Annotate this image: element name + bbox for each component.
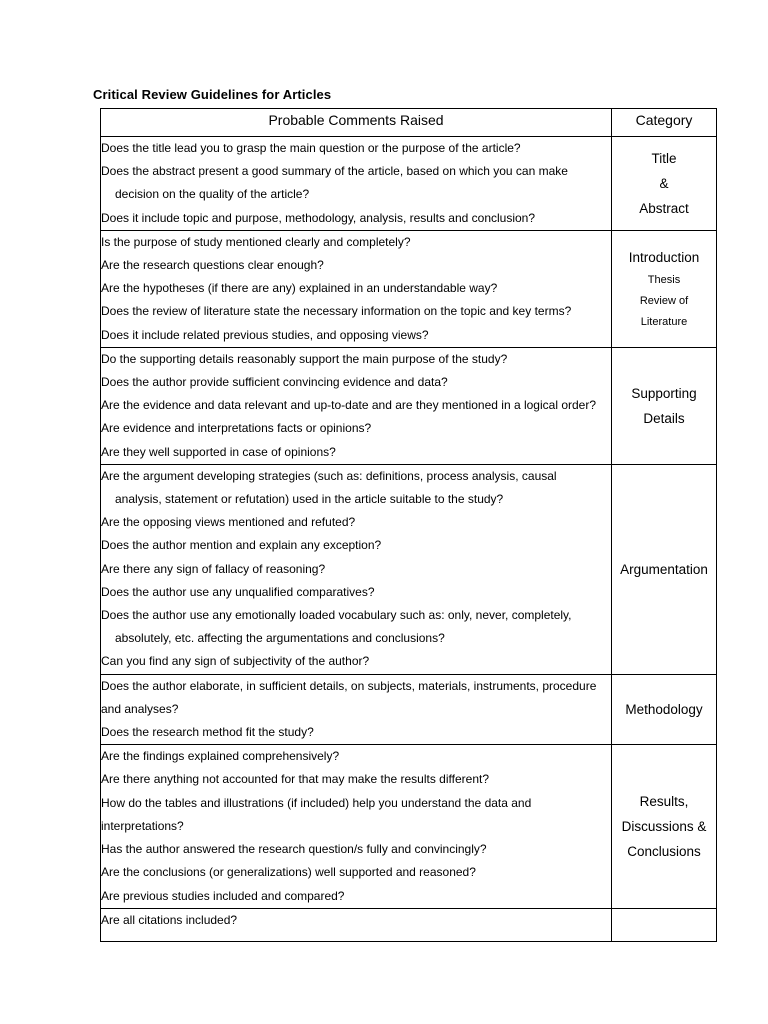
category-label: Thesis [647, 273, 681, 286]
question-line: Are previous studies included and compared? [101, 888, 345, 903]
category-cell [612, 347, 717, 464]
category-label: Abstract [639, 200, 689, 216]
question-line: absolutely, etc. affecting the argumentations and conclusions? [115, 631, 445, 646]
category-cell [612, 745, 717, 908]
table-row [101, 347, 717, 464]
category-cell [612, 908, 717, 941]
category-label: Conclusions [627, 843, 701, 859]
category-label: Discussions & [621, 818, 707, 834]
questions-cell [101, 745, 612, 908]
guidelines-table [100, 108, 717, 942]
question-line: analysis, statement or refutation) used in the article suitable to the study? [115, 492, 504, 507]
question-line: interpretations? [101, 818, 184, 833]
question-line: How do the tables and illustrations (if included) help you understand the data and [101, 795, 532, 810]
question-line: decision on the quality of the article? [115, 187, 310, 202]
question-line: Does the author use any emotionally loaded vocabulary such as: only, never, completely, [101, 608, 572, 623]
question-line: Are they well supported in case of opinions? [101, 444, 336, 459]
category-cell [612, 674, 717, 745]
table-row [101, 230, 717, 347]
questions-cell [101, 347, 612, 464]
question-line: Are the conclusions (or generalizations) well supported and reasoned? [101, 865, 476, 880]
category-label: Title [651, 150, 677, 166]
category-label: Introduction [628, 249, 700, 265]
table-row [101, 137, 717, 231]
question-line: Are the opposing views mentioned and refuted? [101, 515, 356, 530]
table-row [101, 908, 717, 941]
question-line: Can you find any sign of subjectivity of the author? [101, 654, 370, 669]
question-line: Are there anything not accounted for that may make the results different? [101, 772, 490, 787]
table-header-row [101, 109, 717, 137]
questions-cell [101, 908, 612, 941]
category-label: Argumentation [620, 561, 708, 577]
questions-cell [101, 674, 612, 745]
question-line: Has the author answered the research question/s fully and convincingly? [101, 842, 487, 857]
question-line: Do the supporting details reasonably support the main purpose of the study? [101, 351, 508, 366]
question-line: Does the author elaborate, in sufficient details, on subjects, materials, instruments, procedure [101, 678, 597, 693]
question-line: Does it include related previous studies, and opposing views? [101, 327, 429, 342]
question-line: Are the argument developing strategies (such as: definitions, process analysis, causal [101, 468, 557, 483]
document-title: Critical Review Guidelines for Articles [93, 87, 332, 102]
question-line: and analyses? [101, 701, 179, 716]
category-label: Supporting [631, 385, 697, 401]
question-line: Are the findings explained comprehensively? [101, 749, 340, 764]
question-line: Are there any sign of fallacy of reasoning? [101, 561, 326, 576]
category-cell [612, 230, 717, 347]
table-row [101, 674, 717, 745]
question-line: Are evidence and interpretations facts or opinions? [101, 421, 372, 436]
table-row [101, 464, 717, 674]
question-line: Is the purpose of study mentioned clearly and completely? [101, 234, 411, 249]
questions-cell [101, 230, 612, 347]
header-category: Category [612, 109, 717, 137]
category-label: Details [643, 410, 685, 426]
questions-cell [101, 464, 612, 674]
question-line: Does the research method fit the study? [101, 725, 314, 740]
category-cell [612, 464, 717, 674]
category-label: Methodology [625, 701, 703, 717]
questions-cell [101, 137, 612, 231]
question-line: Are all citations included? [101, 912, 238, 927]
category-label: Results, [639, 793, 689, 809]
question-line: Are the research questions clear enough? [101, 258, 324, 273]
question-line: Does the abstract present a good summary of the article, based on which you can make [101, 164, 568, 179]
question-line: Does the title lead you to grasp the main question or the purpose of the article? [101, 141, 521, 155]
question-line: Does the author use any unqualified comparatives? [101, 584, 375, 599]
category-label: Literature [640, 315, 688, 328]
category-cell [612, 137, 717, 231]
question-line: Does it include topic and purpose, methodology, analysis, results and conclusion? [101, 210, 536, 225]
category-label: Review of [639, 294, 689, 307]
question-line: Does the author provide sufficient convincing evidence and data? [101, 375, 448, 390]
question-line: Does the author mention and explain any exception? [101, 538, 382, 553]
question-line: Are the hypotheses (if there are any) explained in an understandable way? [101, 281, 498, 296]
category-label: & [659, 175, 669, 191]
question-line: Are the evidence and data relevant and up-to-date and are they mentioned in a logical order? [101, 398, 596, 413]
table-row [101, 745, 717, 908]
header-comments: Probable Comments Raised [101, 109, 612, 137]
question-line: Does the review of literature state the necessary information on the topic and key terms? [101, 304, 572, 319]
